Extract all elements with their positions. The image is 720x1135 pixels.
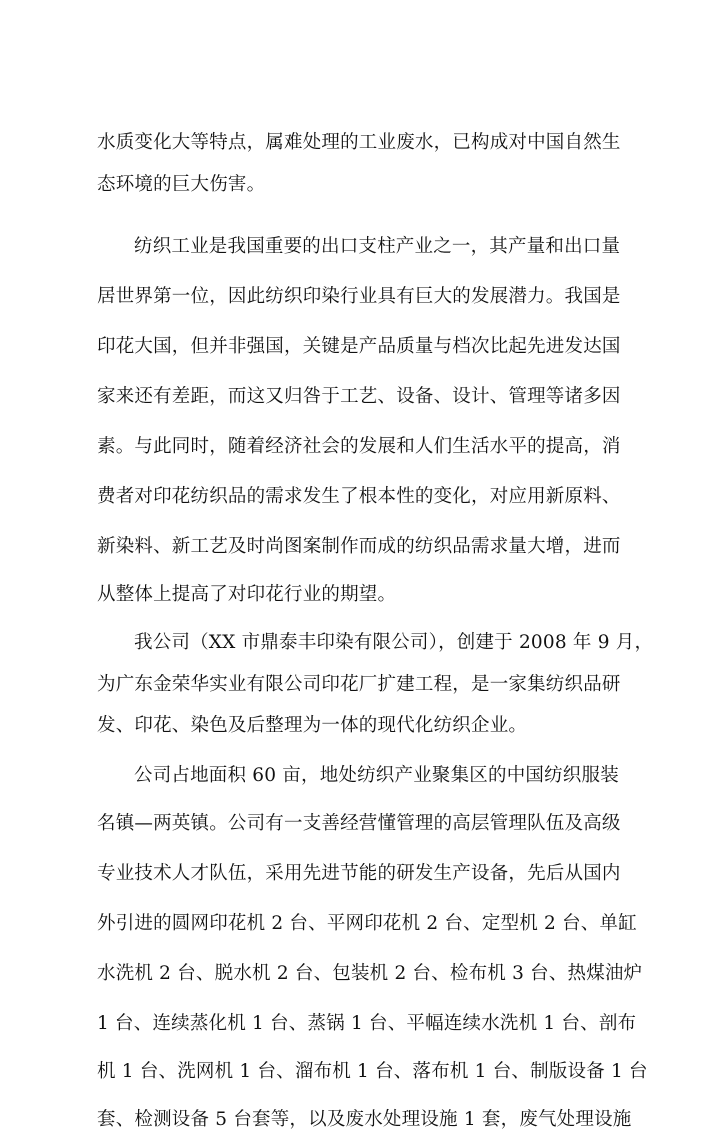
- text-line: 专业技术人才队伍，采用先进节能的研发生产设备，先后从国内: [97, 863, 621, 884]
- paragraph-start-line: 纺织工业是我国重要的出口支柱产业之一，其产量和出口量: [134, 236, 621, 257]
- paragraph-start-line: 公司占地面积 60 亩，地处纺织产业聚集区的中国纺织服装: [134, 765, 619, 786]
- text-line: 机 1 台、洗网机 1 台、溜布机 1 台、落布机 1 台、制版设备 1 台: [97, 1061, 648, 1082]
- text-line: 水质变化大等特点，属难处理的工业废水，已构成对中国自然生: [97, 132, 621, 153]
- text-line: 印花大国，但并非强国，关键是产品质量与档次比起先进发达国: [97, 336, 621, 357]
- text-line: 居世界第一位，因此纺织印染行业具有巨大的发展潜力。我国是: [97, 286, 621, 307]
- text-line: 家来还有差距，而这又归咎于工艺、设备、设计、管理等诸多因: [97, 386, 621, 407]
- text-line: 名镇—两英镇。公司有一支善经营懂管理的高层管理队伍及高级: [97, 813, 621, 834]
- paragraph-start-line: 我公司（XX 市鼎泰丰印染有限公司），创建于 2008 年 9 月，: [134, 632, 654, 653]
- text-line: 1 台、连续蒸化机 1 台、蒸锅 1 台、平幅连续水洗机 1 台、剖布: [97, 1013, 637, 1034]
- text-line: 为广东金荣华实业有限公司印花厂扩建工程，是一家集纺织品研: [97, 674, 621, 695]
- text-line: 外引进的圆网印花机 2 台、平网印花机 2 台、定型机 2 台、单缸: [97, 913, 637, 934]
- text-line: 态环境的巨大伤害。: [97, 174, 266, 195]
- text-line: 素。与此同时，随着经济社会的发展和人们生活水平的提高，消: [97, 436, 621, 457]
- text-line: 水洗机 2 台、脱水机 2 台、包装机 2 台、检布机 3 台、热煤油炉: [97, 963, 643, 984]
- text-line: 费者对印花纺织品的需求发生了根本性的变化，对应用新原料、: [97, 486, 621, 507]
- text-line: 套、检测设备 5 台套等，以及废水处理设施 1 套，废气处理设施: [97, 1109, 632, 1130]
- text-line: 发、印花、染色及后整理为一体的现代化纺织企业。: [97, 715, 528, 736]
- text-line: 从整体上提高了对印花行业的期望。: [97, 584, 397, 605]
- text-line: 新染料、新工艺及时尚图案制作而成的纺织品需求量大增，进而: [97, 536, 621, 557]
